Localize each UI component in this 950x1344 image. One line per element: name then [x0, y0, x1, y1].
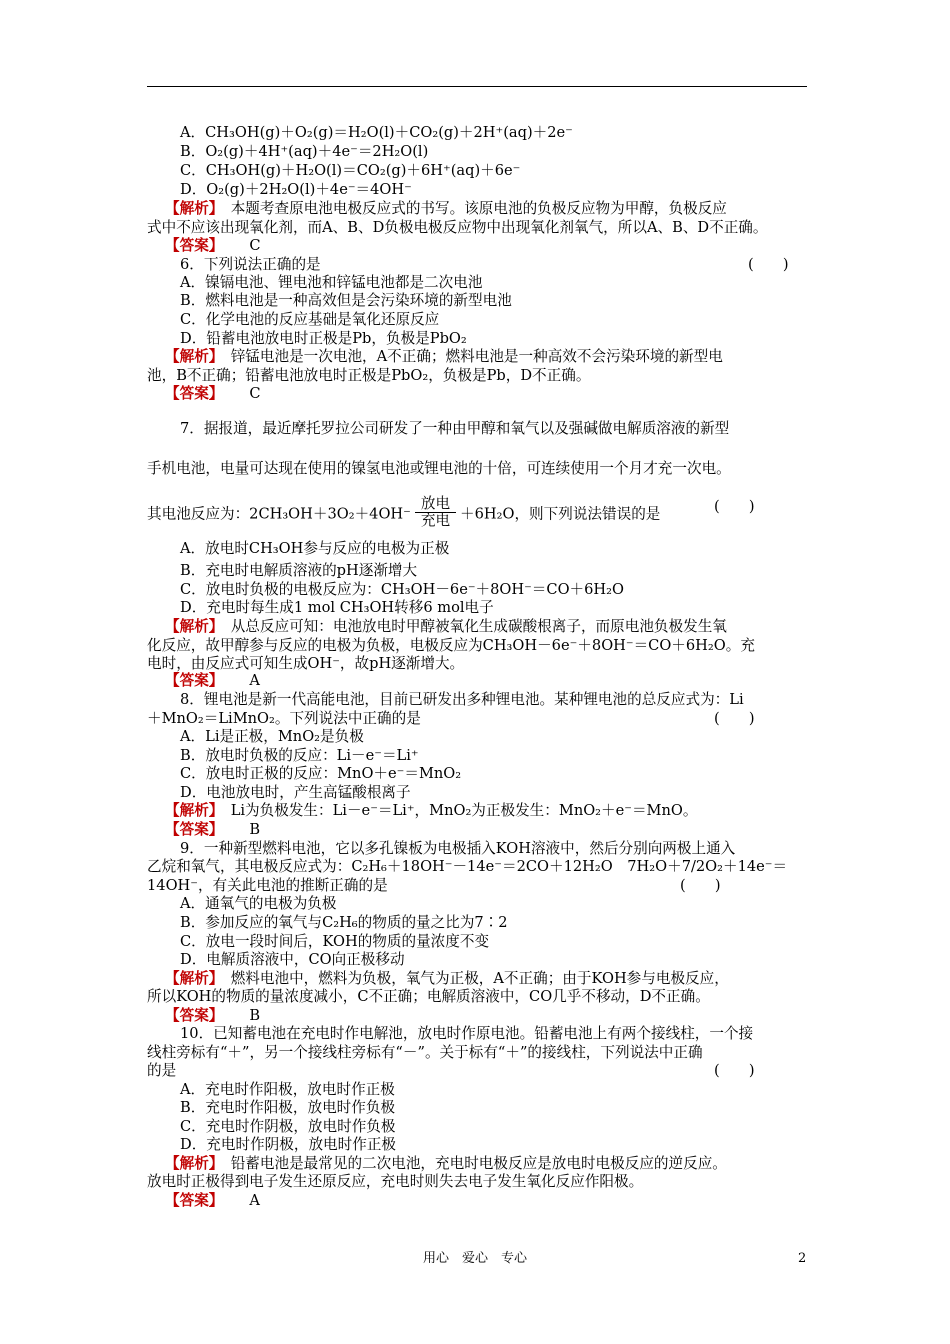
analysis-tag: 【解析】 [165, 348, 217, 365]
q9-analysis-line1: 【解析】 燃料电池中，燃料为负极，氧气为正极，A不正确；由于KOH参与电极反应， [165, 970, 729, 987]
q5-answer: 【答案】 C [165, 237, 261, 254]
q10-analysis-line1: 【解析】 铅蓄电池是最常见的二次电池，充电时电极反应是放电时电极反应的逆反应。 [165, 1155, 727, 1172]
q6-analysis-line1: 【解析】 锌锰电池是一次电池，A不正确；燃料电池是一种高效不会污染环境的新型电 [165, 348, 723, 365]
q7-option-c: C．放电时负极的电极反应为：CH₃OH－6e⁻＋8OH⁻＝CO＋6H₂O [180, 581, 624, 598]
q6-analysis-line2: 池，B不正确；铅蓄电池放电时正极是PbO₂，负极是Pb，D不正确。 [147, 367, 591, 384]
q10-stem-line2: 线柱旁标有“＋”，另一个接线柱旁标有“－”。关于标有“＋”的接线柱，下列说法中正确 [147, 1044, 703, 1061]
answer-tag: 【答案】 [165, 672, 224, 689]
q9-answer: 【答案】 B [165, 1007, 261, 1024]
q10-answer: 【答案】 A [165, 1192, 260, 1209]
analysis-tag: 【解析】 [165, 618, 217, 635]
q8-stem-line1: 8．锂电池是新一代高能电池，目前已研发出多种锂电池。某种锂电池的总反应式为：Li [180, 691, 744, 708]
reaction-arrow [415, 496, 456, 529]
q7-answer-paren: ( ) [714, 498, 755, 515]
page-number: 2 [798, 1251, 807, 1266]
q9-option-b: B．参加反应的氧气与C₂H₆的物质的量之比为7∶2 [180, 914, 508, 931]
arrow-label-charge: 充电 [420, 512, 451, 529]
q7-analysis-line1: 【解析】 从总反应可知：电池放电时甲醇被氧化生成碳酸根离子，而原电池负极发生氧 [165, 618, 727, 635]
answer-tag: 【答案】 [165, 1007, 224, 1024]
q7-stem-line2: 手机电池，电量可达现在使用的镍氢电池或锂电池的十倍，可连续使用一个月才充一次电。 [147, 460, 731, 477]
q9-option-a: A．通氧气的电极为负极 [180, 895, 337, 912]
q9-option-c: C．放电一段时间后，KOH的物质的量浓度不变 [180, 933, 490, 950]
q10-option-b: B．充电时作阳极，放电时作负极 [180, 1099, 396, 1116]
q10-option-a: A．充电时作阳极，放电时作正极 [180, 1081, 395, 1098]
q9-option-d: D．电解质溶液中，CO向正极移动 [180, 951, 405, 968]
q10-stem-line3: 的是 [147, 1062, 177, 1079]
q7-answer: 【答案】 A [165, 672, 260, 689]
q10-stem-line1: 10．已知蓄电池在充电时作电解池，放电时作原电池。铅蓄电池上有两个接线柱，一个接 [180, 1025, 754, 1042]
q8-analysis-line1: 【解析】 Li为负极发生：Li－e⁻＝Li⁺，MnO₂为正极发生：MnO₂＋e⁻＝MnO。 [165, 802, 698, 819]
header-rule [147, 86, 807, 87]
q9-stem-line1: 9．一种新型燃料电池，它以多孔镍板为电极插入KOH溶液中，然后分别向两极上通入 [180, 840, 736, 857]
q7-stem-line3: 其电池反应为：2CH₃OH＋3O₂＋4OH⁻ $\frac{\text{放电}}{\text{充电}}$ ＋6H₂O，则下列说法错误的是 [147, 495, 661, 529]
arrow-label-discharge: 放电 [415, 496, 456, 513]
q5-option-c: C．CH₃OH(g)＋H₂O(l)＝CO₂(g)＋6H⁺(aq)＋6e⁻ [180, 162, 521, 179]
q9-stem-line3: 14OH⁻，有关此电池的推断正确的是 [147, 877, 388, 894]
analysis-tag: 【解析】 [165, 1155, 217, 1172]
q8-answer: 【答案】 B [165, 821, 261, 838]
q7-stem-line1: 7．据报道，最近摩托罗拉公司研发了一种由甲醇和氧气以及强碱做电解质溶液的新型 [180, 420, 730, 437]
q8-stem-line2: ＋MnO₂＝LiMnO₂。下列说法中正确的是 [147, 710, 421, 727]
analysis-tag: 【解析】 [165, 802, 217, 819]
q7-analysis-line3: 电时，由反应式可知生成OH⁻，故pH逐渐增大。 [147, 655, 465, 672]
q9-answer-paren: ( ) [680, 877, 721, 894]
q6-stem: 6．下列说法正确的是 [180, 256, 321, 273]
q5-option-a: A．CH₃OH(g)＋O₂(g)＝H₂O(l)＋CO₂(g)＋2H⁺(aq)＋2e⁻ [180, 124, 573, 141]
q9-stem-line2: 乙烷和氧气，其电极反应式为：C₂H₆＋18OH⁻－14e⁻＝2CO＋12H₂O 7H₂O＋7/2O₂＋14e⁻＝ [147, 858, 788, 875]
q10-answer-paren: ( ) [714, 1062, 755, 1079]
q10-option-c: C．充电时作阴极，放电时作负极 [180, 1118, 396, 1135]
q7-option-d: D．充电时每生成1 mol CH₃OH转移6 mol电子 [180, 599, 494, 616]
answer-tag: 【答案】 [165, 1192, 224, 1209]
analysis-tag: 【解析】 [165, 200, 217, 217]
q5-analysis-line2: 式中不应该出现氧化剂，而A、B、D负极电极反应物中出现氧化剂氧气，所以A、B、D不正确。 [147, 219, 768, 236]
page-footer: 用心 爱心 专心 [422, 1251, 527, 1266]
q8-option-d: D．电池放电时，产生高锰酸根离子 [180, 784, 411, 801]
answer-tag: 【答案】 [165, 237, 224, 254]
q5-option-b: B．O₂(g)＋4H⁺(aq)＋4e⁻＝2H₂O(l) [180, 143, 429, 160]
q5-option-d: D．O₂(g)＋2H₂O(l)＋4e⁻＝4OH⁻ [180, 181, 412, 198]
q9-analysis-line2: 所以KOH的物质的量浓度减小，C不正确；电解质溶液中，CO几乎不移动，D不正确。 [147, 988, 710, 1005]
q6-option-a: A．镍镉电池、锂电池和锌锰电池都是二次电池 [180, 274, 483, 291]
q10-option-d: D．充电时作阴极，放电时作正极 [180, 1136, 397, 1153]
q8-option-b: B．放电时负极的反应：Li－e⁻＝Li⁺ [180, 747, 419, 764]
answer-tag: 【答案】 [165, 385, 224, 402]
answer-tag: 【答案】 [165, 821, 224, 838]
q7-option-b: B．充电时电解质溶液的pH逐渐增大 [180, 562, 418, 579]
q7-option-a: A．放电时CH₃OH参与反应的电极为正极 [180, 540, 450, 557]
q8-answer-paren: ( ) [714, 710, 755, 727]
q8-option-a: A．Li是正极，MnO₂是负极 [180, 728, 364, 745]
q10-analysis-line2: 放电时正极得到电子发生还原反应，充电时则失去电子发生氧化反应作阳极。 [147, 1173, 644, 1190]
q6-option-b: B．燃料电池是一种高效但是会污染环境的新型电池 [180, 292, 512, 309]
q6-option-d: D．铅蓄电池放电时正极是Pb，负极是PbO₂ [180, 330, 467, 347]
q8-option-c: C．放电时正极的反应：MnO＋e⁻＝MnO₂ [180, 765, 462, 782]
q7-analysis-line2: 化反应，故甲醇参与反应的电极为负极，电极反应为CH₃OH－6e⁻＋8OH⁻＝CO＋6H₂O。充 [147, 637, 755, 654]
q5-analysis-line1: 【解析】 本题考查原电池电极反应式的书写。该原电池的负极反应物为甲醇，负极反应 [165, 200, 727, 217]
q6-answer: 【答案】 C [165, 385, 261, 402]
q6-option-c: C．化学电池的反应基础是氧化还原反应 [180, 311, 440, 328]
q6-answer-paren: ( ) [748, 256, 789, 273]
analysis-tag: 【解析】 [165, 970, 217, 987]
